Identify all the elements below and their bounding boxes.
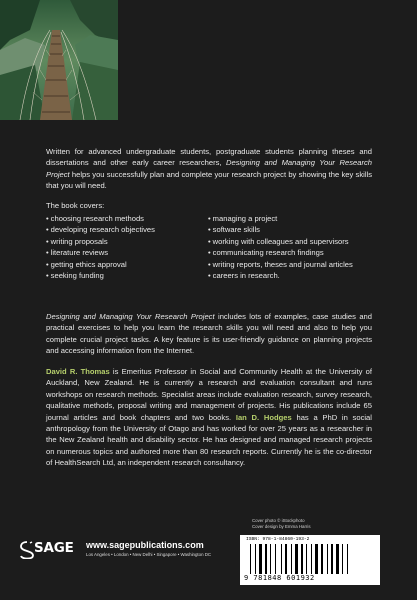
barcode-bar — [331, 544, 333, 574]
intro-paragraph — [46, 146, 372, 192]
design-credit: Cover design by Emma Harris — [252, 524, 311, 529]
barcode — [240, 535, 380, 585]
barcode-bar — [295, 544, 298, 574]
intro-text: Written for advanced undergraduate students, postgraduate students planning theses and dissertations and other early career researchers, — [46, 147, 372, 168]
publisher-logo: SAGE — [34, 540, 74, 556]
list-item: • writing proposals — [46, 236, 155, 247]
barcode-bar — [311, 544, 312, 574]
list-item: • seeking funding — [46, 270, 155, 281]
list-item: • developing research objectives — [46, 224, 155, 235]
barcode-bar — [327, 544, 328, 574]
author-bios — [46, 366, 372, 469]
barcode-bar — [336, 544, 339, 574]
isbn-label: ISBN: 978-1-84860-193-2 — [246, 537, 310, 542]
description-book-title: Designing and Managing Your Research Project — [46, 312, 215, 321]
barcode-bar — [347, 544, 348, 574]
description-text: includes lots of examples, case studies and practical exercises to help you learn the research skills you will need and also to help you complete crucial project tasks. A key feature is its user-friendly guidance on planning projects and accessing information from the Internet. — [46, 312, 372, 356]
list-item: • communicating research findings — [208, 247, 353, 258]
cover-credits — [252, 518, 311, 530]
barcode-bar — [281, 544, 282, 574]
barcode-bar — [250, 544, 251, 574]
author-name-thomas: David R. Thomas — [46, 367, 110, 376]
barcode-bar — [259, 544, 262, 574]
author-bio-hodges: has a PhD in social anthropology from the University of Otago and has worked for over 25 years as a researcher in the New Zealand health and disability sector. He has designed and managed research projects on numerous topics and authored more than 80 research reports. Currently he is the co-director of HealthSearch Ltd, an independent research consultancy. — [46, 412, 372, 468]
barcode-bar — [321, 544, 323, 574]
intro-book-title: Designing and Managing Your Research Project — [46, 158, 372, 179]
list-item: • literature reviews — [46, 247, 155, 258]
publisher-url[interactable]: www.sagepublications.com — [86, 540, 204, 550]
list-item: • writing reports, theses and journal articles — [208, 259, 353, 270]
list-item: • software skills — [208, 224, 353, 235]
author-bio-thomas: is Emeritus Professor in Social and Community Health at the University of Auckland, New Zealand. He is currently a research and evaluation consultant and runs workshops on research methods. Specialist areas include evaluation research, survey research, qualitative methods, proposal writing and management of projects. His publications include 65 journal articles and book chapters and two books. — [46, 367, 372, 422]
barcode-bar — [306, 544, 307, 574]
author-name-hodges: Ian D. Hodges — [235, 412, 292, 422]
barcode-bar — [285, 544, 287, 574]
barcode-bar — [270, 544, 271, 574]
intro-text-end: helps you successfully plan and complete your research project by showing the key skills that you will need. — [46, 169, 372, 191]
barcode-bar — [255, 544, 256, 574]
covers-list-right — [208, 213, 353, 281]
sage-logo-icon — [20, 541, 34, 559]
barcode-bar — [301, 544, 303, 574]
barcode-bar — [291, 544, 292, 574]
list-item: • working with colleagues and supervisors — [208, 236, 353, 247]
list-item: • choosing research methods — [46, 213, 155, 224]
barcode-number: 9 781848 601932 — [244, 574, 315, 582]
barcode-bar — [265, 544, 267, 574]
barcode-bar — [315, 544, 318, 574]
list-item: • careers in research. — [208, 270, 353, 281]
list-item: • getting ethics approval — [46, 259, 155, 270]
barcode-bar — [342, 544, 343, 574]
covers-heading: The book covers: — [46, 201, 105, 210]
barcode-bars — [250, 544, 370, 574]
covers-list-left — [46, 213, 155, 281]
list-item: • managing a project — [208, 213, 353, 224]
barcode-bar — [275, 544, 276, 574]
description-paragraph — [46, 311, 372, 357]
photo-credit: Cover photo © iStockphoto — [252, 518, 305, 523]
publisher-cities: Los Angeles • London • New Delhi • Singapore • Washington DC — [86, 552, 212, 557]
